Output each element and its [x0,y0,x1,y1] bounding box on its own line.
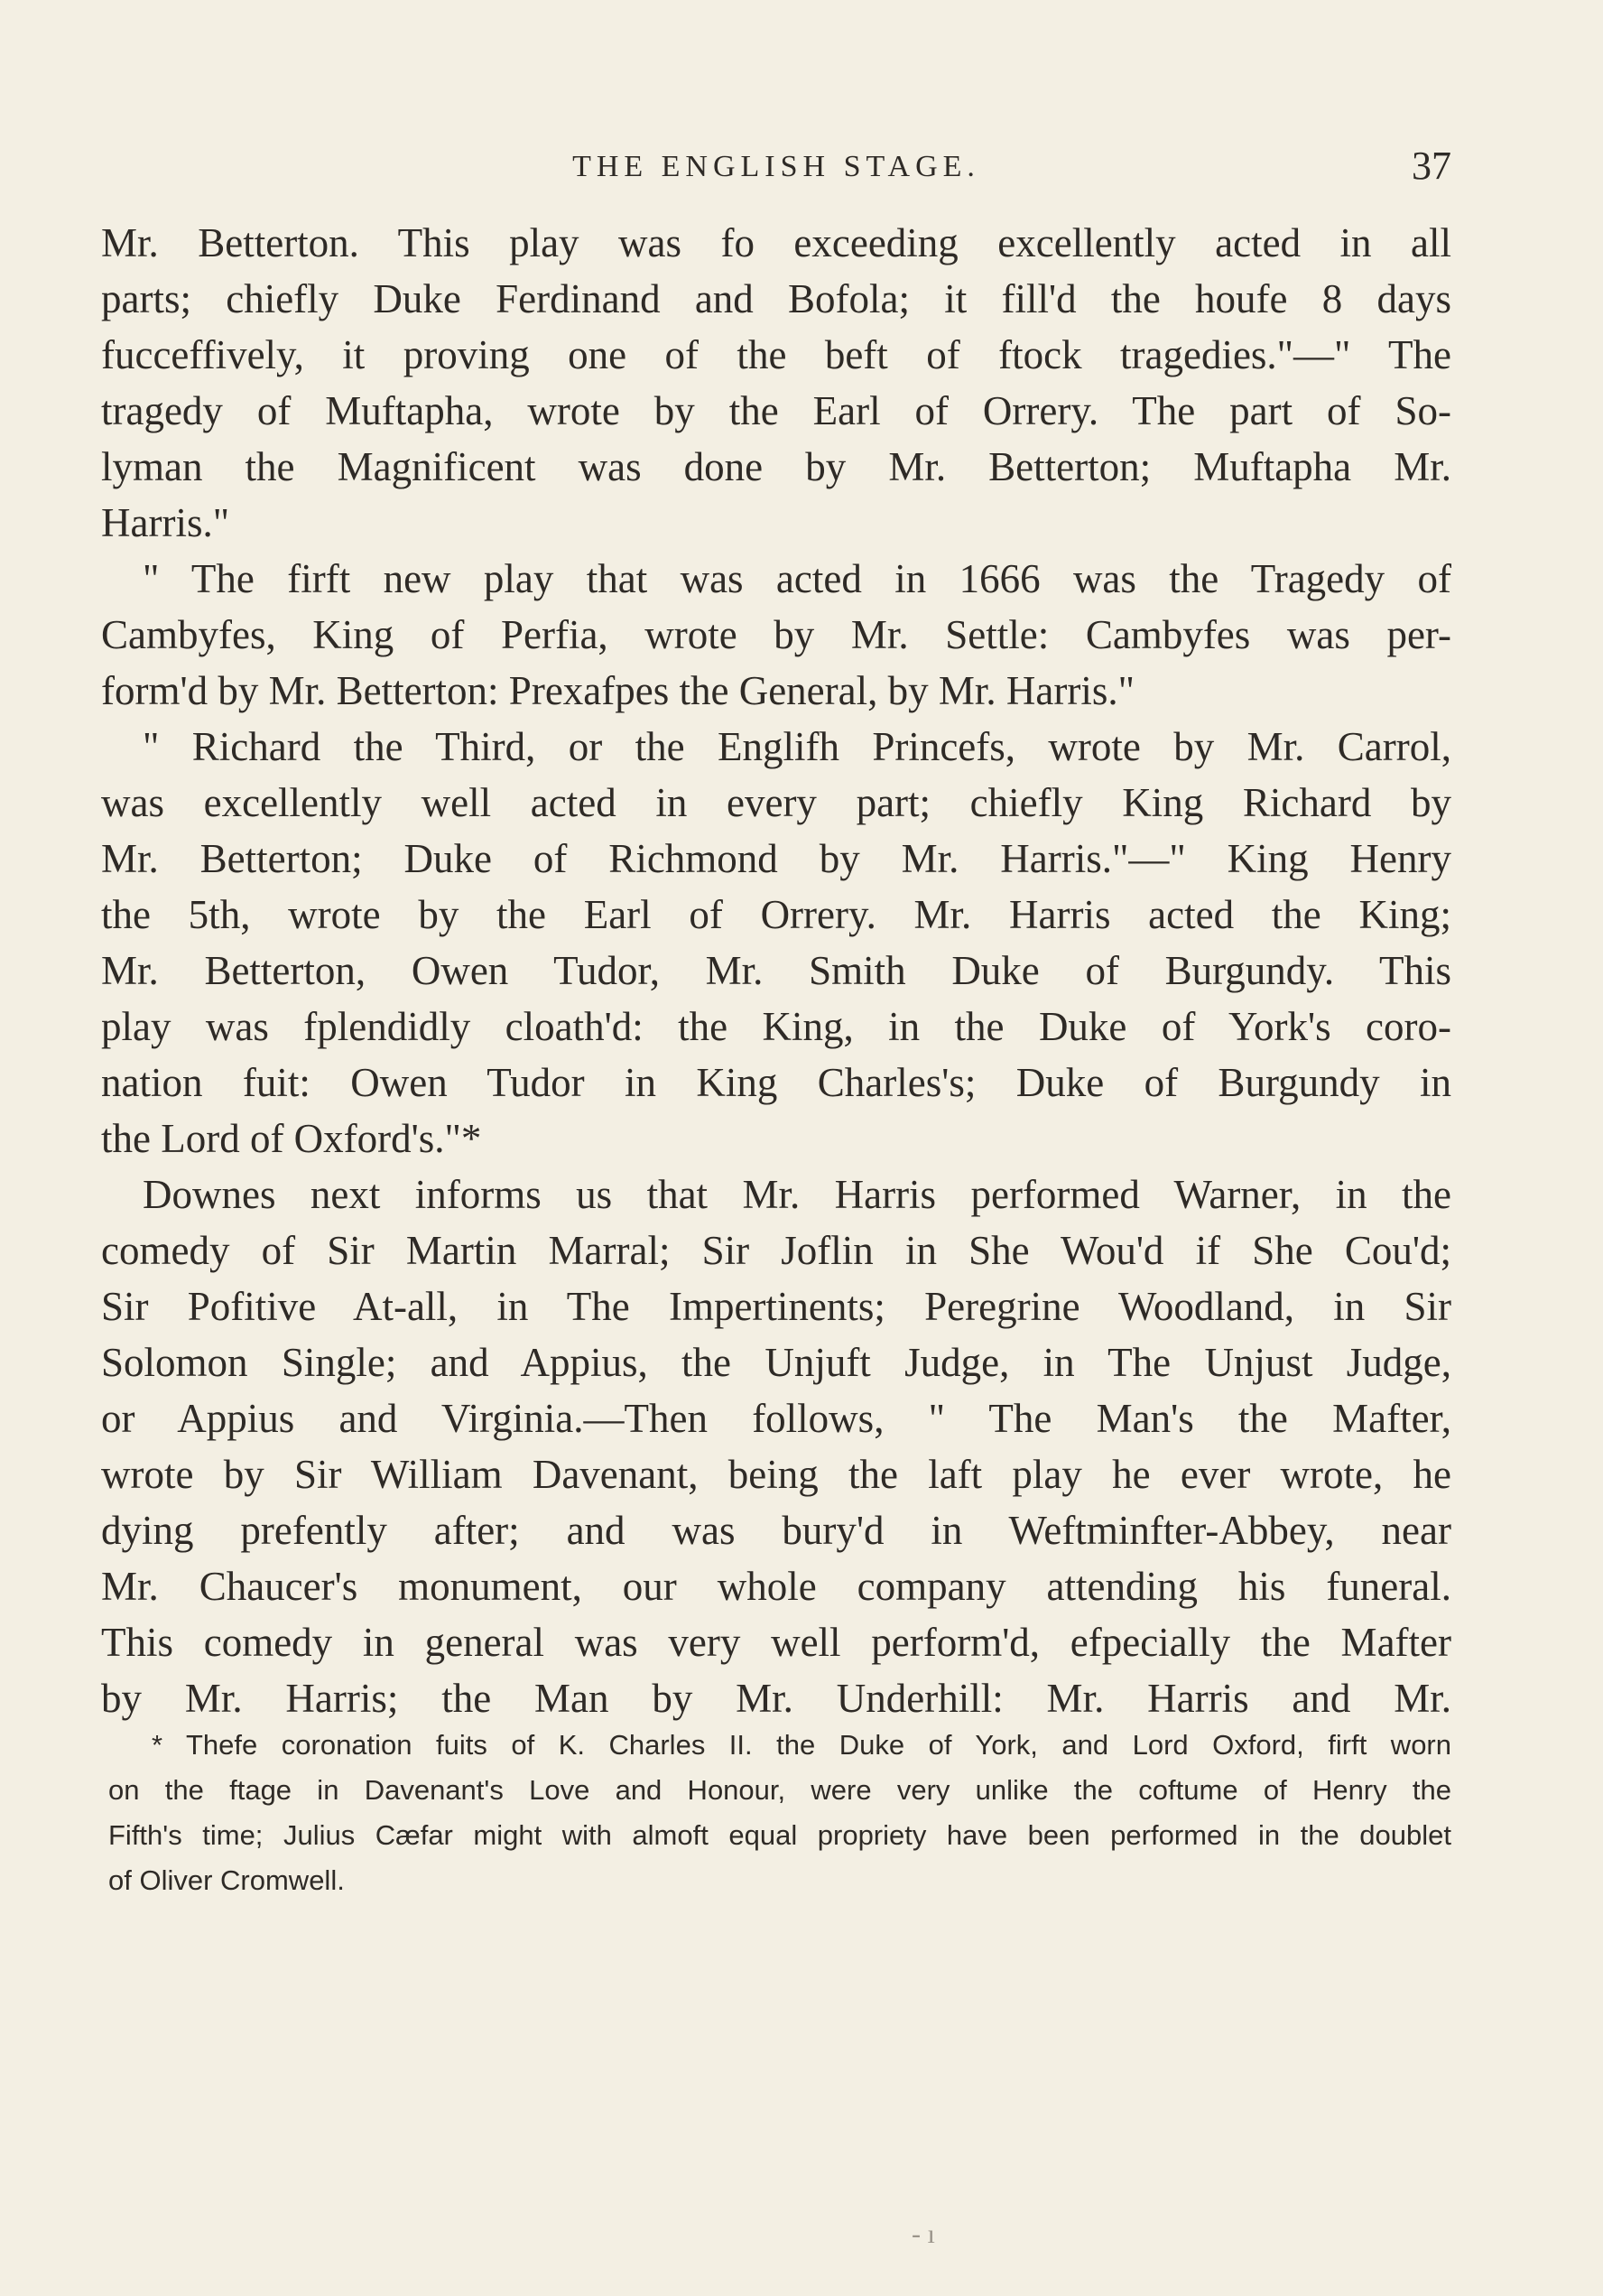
text-line: " The firft new play that was acted in 1666 was the Tragedy of [143,556,1451,601]
footnote-line: of Oliver Cromwell. [108,1864,345,1896]
text-line: Mr. Betterton, Owen Tudor, Mr. Smith Duke of Burgundy. This [101,948,1451,993]
text-line: nation fuit: Owen Tudor in King Charles's; Duke of Burgundy in [101,1060,1451,1105]
text-line: wrote by Sir William Davenant, being the laft play he ever wrote, he [101,1452,1451,1497]
text-line: Mr. Chaucer's monument, our whole company attending his funeral. [101,1564,1451,1609]
body-text [101,215,1451,1726]
text-line: play was fplendidly cloath'd: the King, in the Duke of York's coro- [101,1004,1451,1049]
text-line: Mr. Betterton. This play was fo exceeding excellently acted in all [101,220,1451,265]
text-line: Harris." [101,500,230,545]
text-line: lyman the Magnificent was done by Mr. Betterton; Muftapha Mr. [101,444,1451,489]
text-line: dying prefently after; and was bury'd in Weftminfter-Abbey, near [101,1508,1451,1553]
text-line: Mr. Betterton; Duke of Richmond by Mr. Harris."—" King Henry [101,836,1451,881]
footnote-line: on the ftage in Davenant's Love and Honour, were very unlike the coftume of Henry the [108,1774,1451,1806]
text-line: the 5th, wrote by the Earl of Orrery. Mr. Harris acted the King; [101,892,1451,937]
text-line: Downes next informs us that Mr. Harris performed Warner, in the [143,1172,1451,1217]
page-number: 37 [1412,144,1451,188]
text-line: by Mr. Harris; the Man by Mr. Underhill: Mr. Harris and Mr. [101,1676,1451,1721]
footnote [108,1723,1451,1903]
footnote-line: * Thefe coronation fuits of K. Charles II. the Duke of York, and Lord Oxford, firft worn [152,1729,1451,1761]
text-line: Cambyfes, King of Perfia, wrote by Mr. Settle: Cambyfes was per- [101,612,1451,657]
text-line: tragedy of Muftapha, wrote by the Earl of Orrery. The part of So- [101,388,1451,433]
text-line: comedy of Sir Martin Marral; Sir Joflin in She Wou'd if She Cou'd; [101,1228,1451,1273]
text-line: Sir Pofitive At-all, in The Impertinents; Peregrine Woodland, in Sir [101,1284,1451,1329]
text-line: parts; chiefly Duke Ferdinand and Bofola; it fill'd the houfe 8 days [101,276,1451,321]
text-line: form'd by Mr. Betterton: Prexafpes the General, by Mr. Harris." [101,668,1135,713]
page-header [101,143,1451,197]
text-line: the Lord of Oxford's."* [101,1116,482,1161]
text-line: fucceffively, it proving one of the beft of ftock tragedies."—" The [101,332,1451,377]
text-line: was excellently well acted in every part; chiefly King Richard by [101,780,1451,825]
footnote-line: Fifth's time; Julius Cæfar might with almoft equal propriety have been performed in the doublet [108,1819,1451,1851]
text-line: This comedy in general was very well perform'd, efpecially the Mafter [101,1620,1451,1665]
text-line: Solomon Single; and Appius, the Unjuft Judge, in The Unjust Judge, [101,1340,1451,1385]
running-title: THE ENGLISH STAGE. [572,150,980,183]
page-mark: - ı [912,2219,935,2249]
text-line: " Richard the Third, or the Englifh Princefs, wrote by Mr. Carrol, [143,724,1451,769]
text-line: or Appius and Virginia.—Then follows, " The Man's the Mafter, [101,1396,1451,1441]
